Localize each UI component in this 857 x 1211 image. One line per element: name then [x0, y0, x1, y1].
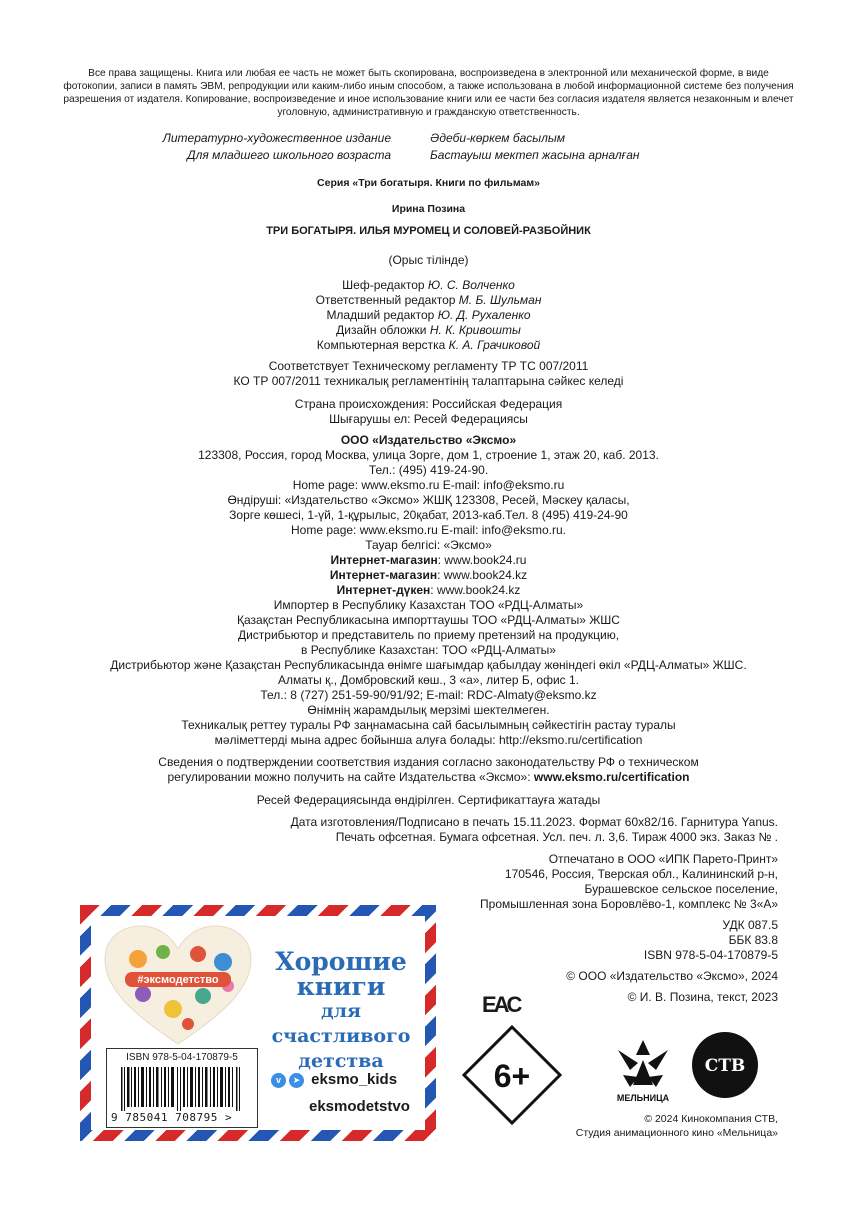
staff-name: Ю. С. Волченко: [427, 278, 515, 292]
eac-mark: EAC: [482, 992, 520, 1017]
hashtag: #эксмодетство: [137, 974, 219, 986]
kz-line: Импортер в Республику Казахстан ТОО «РДЦ-Алматы»: [273, 598, 584, 612]
staff-name: Ю. Д. Рухаленко: [437, 308, 531, 322]
staff-list: [0, 278, 857, 353]
publisher-block: [0, 448, 857, 748]
age-rating-badge: [462, 1025, 562, 1125]
origin-kz: Шығарушы ел: Ресей Федерациясы: [329, 412, 528, 426]
kz-line: Алматы қ., Домбровский көш., 3 «а», литер Б, офис 1.: [277, 673, 579, 687]
studio-credit-1: © 2024 Кинокомпания СТВ,: [644, 1113, 778, 1125]
category-ru-line-1: Литературно-художественное издание: [162, 131, 391, 145]
category-kz-line-1: Әдеби-көркем басылым: [430, 131, 565, 145]
kz-line: Тел.: 8 (727) 251-59-90/91/92; E-mail: RDC-Almaty@eksmo.kz: [260, 688, 597, 702]
author-line: Ирина Позина: [391, 203, 466, 215]
promo-title-1: Хорошие: [275, 947, 407, 976]
kz-line: Қазақстан Республикасына импорттаушы ТОО «РДЦ-Алматы» ЖШС: [237, 613, 620, 627]
kz-line: Дистрибьютор и представитель по приему претензий на продукцию,: [237, 628, 620, 642]
shop-label: Интернет-магазин: [329, 568, 438, 582]
kz-line: мәліметтерді мына адрес бойынша алуға болады: http://eksmo.ru/certification: [214, 733, 643, 747]
category-ru-line-2: Для младшего школьного возраста: [187, 148, 391, 162]
shop-line: [0, 568, 857, 583]
promo-socials: [271, 1071, 410, 1115]
shop-line: [0, 583, 857, 598]
kz-line: Дистрибьютор және Қазақстан Республикасында өнімге шағымдар қабылдау жөніндегі өкіл «РДЦ-Алматы» ЖШС.: [110, 658, 747, 672]
promo-title-2: книги: [296, 972, 386, 1001]
tech-reg-ru: Соответствует Техническому регламенту ТР ТС 007/2011: [268, 359, 589, 373]
promo-title-4: детства: [298, 1050, 384, 1072]
melnitsa-logo: [608, 1035, 678, 1105]
kz-line: Өнімнің жарамдылық мерзімі шектелмеген.: [307, 703, 550, 717]
isbn: ISBN 978-5-04-170879-5: [643, 948, 778, 962]
udk: УДК 087.5: [722, 918, 778, 932]
cert-link[interactable]: www.eksmo.ru/certification: [533, 770, 690, 784]
printer-line: Отпечатано в ООО «ИПК Парето-Принт»: [548, 852, 778, 866]
ctb-logo: [690, 1030, 760, 1100]
print-info-2: Печать офсетная. Бумага офсетная. Усл. печ. л. 3,6. Тираж 4000 экз. Заказ № .: [335, 830, 778, 844]
staff-role: Младший редактор: [326, 308, 435, 322]
category-ru: [163, 130, 391, 164]
publisher-line: Home page: www.eksmo.ru E-mail: info@eksmo.ru: [292, 478, 565, 492]
ctb-label: СТВ: [704, 1056, 746, 1076]
kz-line: в Республике Казахстан: ТОО «РДЦ-Алматы»: [301, 643, 556, 657]
cert-line-1: Сведения о подтверждении соответствия издания согласно законодательству РФ о техническом: [158, 755, 699, 769]
publisher-line: Тауар белгісі: «Эксмо»: [365, 538, 492, 552]
staff-role: Компьютерная верстка: [316, 338, 446, 352]
printer-line: Промышленная зона Боровлёво-1, комплекс № 3«А»: [480, 897, 778, 911]
print-info-1: Дата изготовления/Подписано в печать 15.11.2023. Формат 60x82/16. Гарнитура Yanus.: [290, 815, 778, 829]
publisher-line: Өндіруші: «Издательство «Эксмо» ЖШҚ 123308, Ресей, Мәскеу қаласы,: [227, 493, 630, 507]
cert-line-2: [0, 770, 857, 785]
book-title: ТРИ БОГАТЫРЯ. ИЛЬЯ МУРОМЕЦ И СОЛОВЕЙ-РАЗБОЙНИК: [266, 225, 591, 237]
promo-title: [261, 949, 421, 1074]
category-kz-line-2: Бастауыш мектеп жасына арналған: [430, 148, 640, 162]
printer-line: Бурашевское сельское поселение,: [584, 882, 778, 896]
bbk: ББК 83.8: [728, 933, 778, 947]
rights-notice: Все права защищены. Книга или любая ее часть не может быть скопирована, воспроизведена в электронной или механической форме, в виде фотокопии, записи в память ЭВМ, репродукции или каким-либо иным способом, а также использована в любой информационной системе без получения разрешения от издателя. Копирование, воспроизведение и иное использование книги или ее части без согласия издателя является незаконным и влечет уголовную, административную и гражданскую ответственность.: [63, 68, 794, 118]
staff-row: [0, 278, 857, 293]
cert-text: регулировании можно получить на сайте Издательства «Эксмо»:: [167, 770, 534, 784]
telegram-icon: ➤: [289, 1073, 304, 1088]
social-row-2[interactable]: [271, 1098, 410, 1115]
heart-illustration: [103, 924, 253, 1049]
copyright-author: © И. В. Позина, текст, 2023: [627, 990, 778, 1004]
staff-row: [0, 323, 857, 338]
staff-row: [0, 308, 857, 323]
promo-title-3: для счастливого: [271, 1000, 411, 1047]
staff-role: Дизайн обложки: [336, 323, 427, 337]
publisher-line: Home page: www.eksmo.ru E-mail: info@eksmo.ru.: [291, 523, 566, 537]
social-handle-2: eksmodetstvo: [309, 1098, 410, 1115]
vk-icon: v: [271, 1073, 286, 1088]
studio-credit-2: Студия анимационного кино «Мельница»: [575, 1127, 778, 1139]
publisher-name: ООО «Издательство «Эксмо»: [340, 433, 517, 447]
language-note: (Орыс тілінде): [388, 253, 469, 267]
staff-row: [0, 338, 857, 353]
barcode-isbn: ISBN 978-5-04-170879-5: [126, 1052, 238, 1063]
made-in-line: Ресей Федерациясында өндірілген. Сертификаттауға жатады: [256, 793, 601, 807]
codes-block: [644, 918, 778, 963]
studio-credit: [576, 1112, 778, 1140]
staff-name: К. А. Грачиковой: [448, 338, 541, 352]
series-line: Серия «Три богатыря. Книги по фильмам»: [317, 177, 540, 189]
staff-row: [0, 293, 857, 308]
shop-label: Интернет-магазин: [330, 553, 438, 567]
staff-role: Ответственный редактор: [315, 293, 456, 307]
social-handle-1: eksmo_kids: [311, 1071, 398, 1088]
publisher-line: 123308, Россия, город Москва, улица Зорге, дом 1, строение 1, этаж 20, каб. 2013.: [198, 448, 659, 462]
social-row-1[interactable]: [271, 1071, 410, 1088]
age-rating: 6+: [493, 1058, 531, 1094]
shop-url: : www.book24.kz: [437, 568, 528, 582]
isbn-barcode-box: [106, 1048, 258, 1128]
barcode-digits: 9 785041 708795 >: [111, 1111, 233, 1124]
shop-url: : www.book24.ru: [437, 553, 527, 567]
copyright-publisher: © ООО «Издательство «Эксмо», 2024: [566, 969, 778, 983]
printer-block: [480, 852, 778, 912]
publisher-line: Тел.: (495) 419-24-90.: [368, 463, 489, 477]
shop-label: Интернет-дүкен: [336, 583, 431, 597]
promo-card: [80, 905, 436, 1141]
shop-line: [0, 553, 857, 568]
tech-reg-kz: КО ТР 007/2011 техникалық регламентінің талаптарына сәйкес келеді: [233, 374, 624, 388]
printer-line: 170546, Россия, Тверская обл., Калининский р-н,: [504, 867, 778, 881]
shop-url: : www.book24.kz: [430, 583, 521, 597]
origin-ru: Страна происхождения: Российская Федерация: [294, 397, 563, 411]
staff-name: М. Б. Шульман: [458, 293, 542, 307]
kz-line: Техникалық реттеу туралы РФ заңнамасына сай басылымның сәйкестігін растау туралы: [181, 718, 676, 732]
melnitsa-label: МЕЛЬНИЦА: [616, 1093, 670, 1103]
staff-name: Н. К. Кривошты: [429, 323, 521, 337]
category-kz: [430, 130, 640, 164]
publisher-line: Зорге көшесі, 1-үй, 1-құрылыс, 20қабат, 2013-каб.Тел. 8 (495) 419-24-90: [229, 508, 628, 522]
staff-role: Шеф-редактор: [342, 278, 425, 292]
barcode: [119, 1067, 245, 1111]
